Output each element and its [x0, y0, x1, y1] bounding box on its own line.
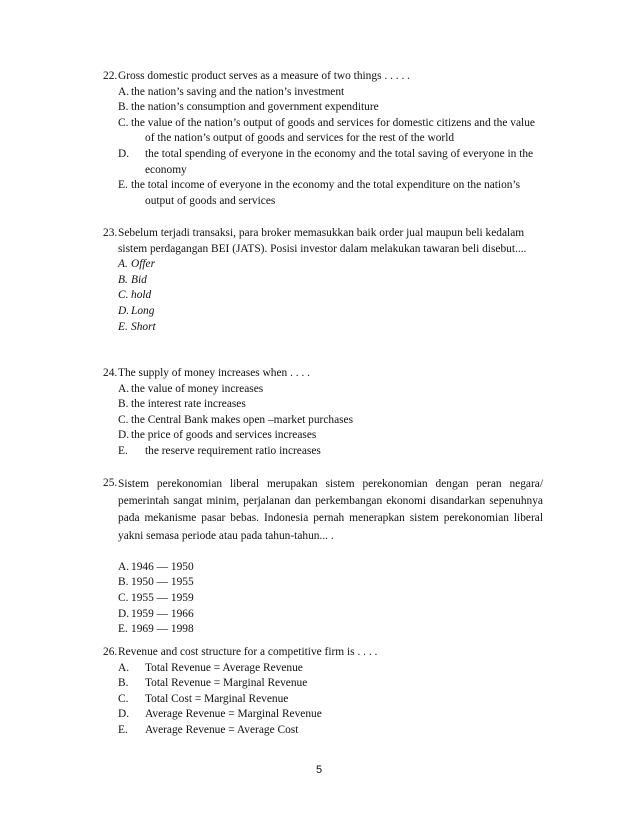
question-22: [103, 69, 543, 209]
option-d: [118, 428, 543, 444]
option-text: Offer: [131, 258, 156, 271]
option-e: [118, 622, 543, 638]
option-letter: E.: [118, 444, 128, 457]
option-text: 1950 — 1955: [131, 576, 194, 589]
option-letter: D.: [118, 147, 130, 160]
option-letter: E.: [118, 623, 128, 636]
option-d: [118, 607, 543, 623]
option-text: the nation’s saving and the nation’s investment: [131, 85, 345, 98]
option-letter: B.: [118, 273, 128, 286]
option-b: [118, 676, 543, 692]
option-d: [118, 147, 543, 178]
option-letter: A.: [118, 258, 128, 271]
option-text: hold: [131, 289, 152, 302]
option-text: the value of money increases: [131, 382, 264, 395]
option-text: Total Cost = Marginal Revenue: [145, 692, 289, 705]
option-text: Total Revenue = Marginal Revenue: [145, 677, 308, 690]
option-letter: A.: [118, 85, 130, 98]
question-24: [103, 366, 543, 460]
option-text: the total income of everyone in the economy and the total expenditure on the nation’s output of goods and services: [131, 179, 521, 207]
option-text: the interest rate increases: [131, 398, 246, 411]
option-c: [118, 591, 543, 607]
option-a: [118, 85, 543, 101]
option-letter: D.: [118, 708, 130, 721]
option-text: Short: [131, 320, 156, 333]
option-letter: C.: [118, 116, 129, 129]
option-letter: B.: [118, 677, 129, 690]
option-a: [118, 382, 543, 398]
question-stem: Gross domestic product serves as a measure of two things . . . . .: [118, 70, 410, 82]
option-letter: D.: [118, 607, 130, 620]
option-letter: B.: [118, 576, 129, 589]
option-letter: C.: [118, 413, 129, 426]
option-letter: E.: [118, 179, 128, 192]
option-e: [118, 320, 543, 336]
question-26: [103, 645, 543, 739]
option-text: Bid: [131, 273, 147, 286]
question-25: [103, 476, 543, 638]
question-stem: Sebelum terjadi transaksi, para broker memasukkan baik order jual maupun beli kedalam sistem perdagangan BEI (JATS). Posisi investor dalam melakukan tawaran beli disebut....: [118, 227, 527, 255]
option-text: the reserve requirement ratio increases: [145, 444, 321, 457]
question-stem: Revenue and cost structure for a competitive firm is . . . .: [118, 646, 378, 658]
option-text: Long: [131, 304, 155, 317]
option-letter: C.: [118, 289, 129, 302]
question-23: [103, 226, 543, 335]
option-letter: A.: [118, 382, 130, 395]
question-number: 22.: [103, 70, 118, 82]
question-stem: Sistem perekonomian liberal merupakan sistem perekonomian dengan peran negara/ pemerintah sangat minim, perjalanan dan perkembangan ekonomi disandarkan sepenuhnya pada mekanisme pasar bebas. Indonesia pernah menerapkan sistem perekonomian liberal yakni semasa periode atau pada tahun-tahun... .: [118, 478, 543, 542]
option-text: Average Revenue = Marginal Revenue: [145, 708, 322, 721]
option-e: [118, 178, 543, 209]
option-letter: B.: [118, 398, 129, 411]
option-letter: A.: [118, 560, 130, 573]
option-letter: D.: [118, 304, 130, 317]
page-number: 5: [315, 764, 323, 776]
option-letter: C.: [118, 592, 129, 604]
question-number: 24.: [103, 367, 118, 379]
option-text: the Central Bank makes open –market purchases: [131, 413, 354, 426]
option-e: [118, 723, 543, 739]
option-letter: D.: [118, 429, 130, 442]
option-b: [118, 397, 543, 413]
question-number: 26.: [103, 646, 118, 658]
option-text: the nation’s consumption and government expenditure: [131, 101, 379, 114]
option-text: 1955 — 1959: [131, 592, 194, 604]
option-e: [118, 444, 543, 460]
option-b: [118, 100, 543, 116]
option-text: the value of the nation’s output of goods and services for domestic citizens and the value of the nation’s output of goods and services for the rest of the world: [131, 116, 535, 145]
option-text: the price of goods and services increases: [131, 429, 317, 442]
option-text: Average Revenue = Average Cost: [145, 723, 299, 736]
option-text: the total spending of everyone in the economy and the total saving of everyone in the economy: [145, 147, 534, 176]
question-stem: The supply of money increases when . . . .: [118, 367, 311, 379]
option-text: 1959 — 1966: [131, 607, 194, 620]
option-a: [118, 661, 543, 677]
option-c: [118, 116, 543, 147]
option-a: [118, 257, 543, 273]
question-number: 25.: [103, 477, 118, 489]
option-c: [118, 413, 543, 429]
option-d: [118, 304, 543, 320]
option-a: [118, 560, 543, 576]
option-text: 1969 — 1998: [131, 623, 194, 636]
option-letter: C.: [118, 692, 129, 705]
option-text: Total Revenue = Average Revenue: [145, 661, 303, 674]
option-text: 1946 — 1950: [131, 560, 194, 573]
option-letter: A.: [118, 661, 130, 674]
option-d: [118, 707, 543, 723]
option-letter: E.: [118, 723, 128, 736]
question-number: 23.: [103, 227, 118, 239]
option-c: [118, 288, 543, 304]
option-c: [118, 692, 543, 708]
option-b: [118, 575, 543, 591]
option-b: [118, 273, 543, 289]
option-letter: E.: [118, 320, 128, 333]
option-letter: B.: [118, 101, 129, 114]
